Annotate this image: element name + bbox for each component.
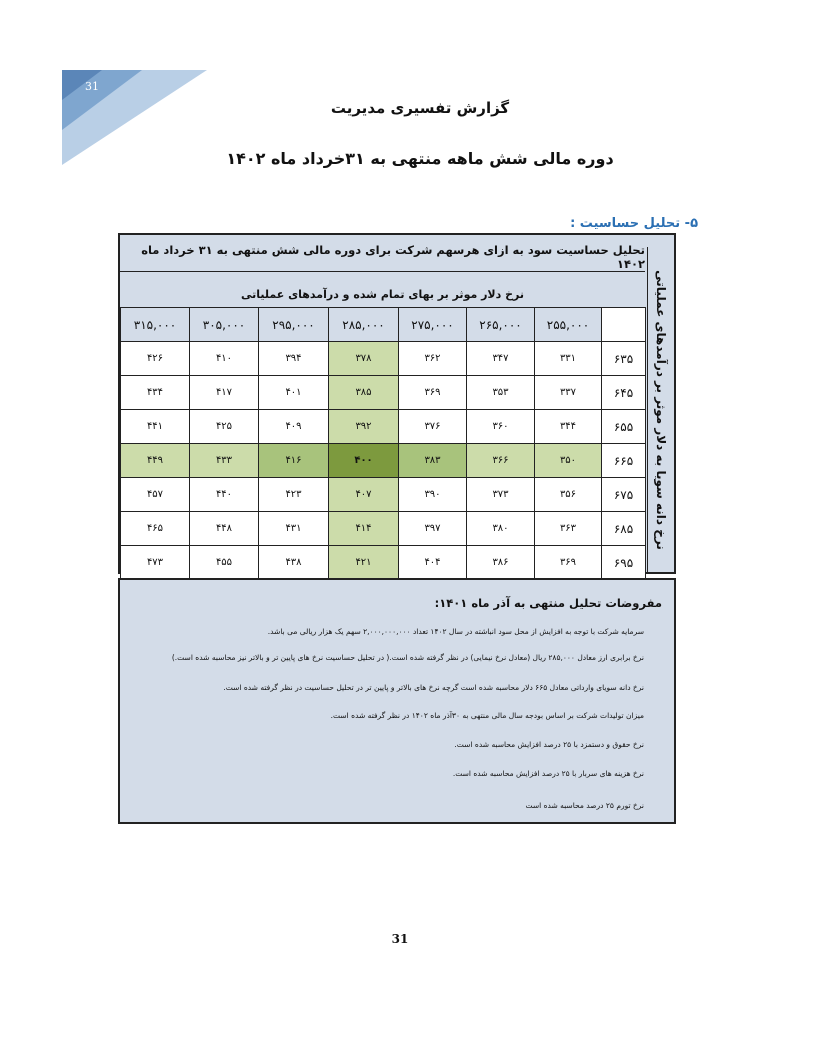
table-row	[121, 512, 646, 546]
table-cell: ۳۹۰	[399, 478, 467, 512]
table-cell: ۴۲۱	[329, 546, 399, 580]
table-cell: ۳۷۸	[329, 342, 399, 376]
header-corner-cell	[602, 308, 646, 342]
sensitivity-grid	[120, 307, 646, 580]
column-header: ۲۵۵,۰۰۰	[535, 308, 602, 342]
table-cell: ۴۳۱	[259, 512, 329, 546]
row-header: ۶۶۵	[602, 444, 646, 478]
column-header: ۳۰۵,۰۰۰	[190, 308, 259, 342]
table-cell: ۳۹۷	[399, 512, 467, 546]
table-cell: ۳۸۳	[399, 444, 467, 478]
table-cell: ۳۴۷	[467, 342, 535, 376]
table-cell: ۳۶۶	[467, 444, 535, 478]
x-axis-title: نرخ دلار موثر بر بهای تمام شده و درآمدهای عملیاتی	[241, 287, 525, 301]
y-axis-title	[647, 247, 674, 572]
section-heading: ۵- تحلیل حساسیت :	[570, 216, 698, 231]
assumption-item	[164, 798, 644, 814]
table-cell: ۴۲۳	[259, 478, 329, 512]
table-cell: ۴۱۰	[190, 342, 259, 376]
table-cell: ۴۱۶	[259, 444, 329, 478]
table-cell: ۴۱۷	[190, 376, 259, 410]
table-cell: ۳۷۳	[467, 478, 535, 512]
table-row	[121, 410, 646, 444]
row-header: ۶۷۵	[602, 478, 646, 512]
table-cell: ۴۴۸	[190, 512, 259, 546]
corner-page-number: 31	[85, 80, 99, 93]
assumption-item	[164, 650, 644, 666]
table-cell: ۳۵۳	[467, 376, 535, 410]
table-cell: ۴۴۹	[121, 444, 190, 478]
table-cell: ۳۵۶	[535, 478, 602, 512]
assumption-text: نرخ تورم ۲۵ درصد محاسبه شده است	[525, 801, 644, 810]
table-cell: ۳۵۰	[535, 444, 602, 478]
assumption-item	[164, 680, 644, 696]
assumption-text: نرخ برابری ارز معادل ۲۸۵,۰۰۰ ریال (معادل نرخ نیمایی) در نظر گرفته شده است.( در تحلیل حساسیت نرخ های پایین تر و بالاتر نیز محاسبه شده است.)	[171, 653, 644, 662]
assumptions-box	[118, 578, 676, 824]
table-row	[121, 444, 646, 478]
assumption-text: میزان تولیدات شرکت بر اساس بودجه سال مالی منتهی به ۳۰آذر ماه ۱۴۰۲ در نظر گرفته شده است.	[330, 711, 644, 720]
table-cell: ۳۹۴	[259, 342, 329, 376]
table-cell: ۴۵۷	[121, 478, 190, 512]
table-cell: ۴۴۰	[190, 478, 259, 512]
column-header: ۲۹۵,۰۰۰	[259, 308, 329, 342]
table-cell: ۳۶۲	[399, 342, 467, 376]
assumption-item	[164, 708, 644, 724]
page-title: گزارش تفسیری مدیریت	[330, 99, 510, 117]
table-cell: ۴۵۵	[190, 546, 259, 580]
table-cell: ۴۳۸	[259, 546, 329, 580]
row-header: ۶۸۵	[602, 512, 646, 546]
table-cell: ۳۴۴	[535, 410, 602, 444]
column-header: ۲۷۵,۰۰۰	[399, 308, 467, 342]
row-header: ۶۳۵	[602, 342, 646, 376]
table-cell: ۳۸۵	[329, 376, 399, 410]
page-subtitle: دوره مالی شش ماهه منتهی به ۳۱خرداد ماه ۱۴۰۲	[226, 149, 614, 168]
table-cell: ۴۳۳	[190, 444, 259, 478]
table-cell: ۳۶۰	[467, 410, 535, 444]
table-cell: ۴۷۳	[121, 546, 190, 580]
table-row	[121, 478, 646, 512]
row-header: ۶۹۵	[602, 546, 646, 580]
page-number: 31	[391, 932, 409, 946]
row-header: ۶۴۵	[602, 376, 646, 410]
assumption-item	[164, 624, 644, 640]
assumption-text: نرخ حقوق و دستمزد با ۲۵ درصد افزایش محاسبه شده است.	[454, 740, 644, 749]
table-caption: تحلیل حساسیت سود به ازای هرسهم شرکت برای دوره مالی شش منتهی به ۳۱ خرداد ماه ۱۴۰۲	[120, 242, 645, 272]
assumption-text: سرمایه شرکت با توجه به افزایش از محل سود انباشته در سال ۱۴۰۲ تعداد ۲,۰۰۰,۰۰۰,۰۰۰ سهم یک هزار ریالی می باشد.	[267, 627, 644, 636]
table-cell: ۴۰۰	[329, 444, 399, 478]
table-cell: ۴۰۹	[259, 410, 329, 444]
table-row	[121, 546, 646, 580]
assumption-text: نرخ دانه سویای وارداتی معادل ۶۶۵ دلار محاسبه شده است گرچه نرخ های بالاتر و پایین تر در تحلیل حساسیت در نظر گرفته شده است.	[223, 683, 644, 692]
table-cell: ۴۱۴	[329, 512, 399, 546]
table-cell: ۳۳۱	[535, 342, 602, 376]
table-cell: ۴۰۱	[259, 376, 329, 410]
assumptions-title: مفروضات تحلیل منتهی به آذر ماه ۱۴۰۱:	[434, 596, 662, 610]
table-cell: ۴۳۴	[121, 376, 190, 410]
column-header: ۲۶۵,۰۰۰	[467, 308, 535, 342]
table-cell: ۳۶۹	[399, 376, 467, 410]
table-cell: ۳۶۳	[535, 512, 602, 546]
table-cell: ۳۶۹	[535, 546, 602, 580]
assumption-text: نرخ هزینه های سربار با ۲۵ درصد افزایش محاسبه شده است.	[452, 769, 644, 778]
assumption-item	[164, 766, 644, 782]
table-cell: ۴۲۵	[190, 410, 259, 444]
column-header: ۲۸۵,۰۰۰	[329, 308, 399, 342]
row-header: ۶۵۵	[602, 410, 646, 444]
column-header: ۳۱۵,۰۰۰	[121, 308, 190, 342]
table-cell: ۴۴۱	[121, 410, 190, 444]
table-cell: ۴۰۴	[399, 546, 467, 580]
table-cell: ۴۲۶	[121, 342, 190, 376]
table-cell: ۳۹۲	[329, 410, 399, 444]
table-cell: ۳۸۰	[467, 512, 535, 546]
table-cell: ۳۸۶	[467, 546, 535, 580]
table-cell: ۳۷۶	[399, 410, 467, 444]
y-axis-title-text: نرخ دانه سویا به دلار موثر بر درآمدهای عملیاتی	[654, 269, 668, 550]
table-row	[121, 376, 646, 410]
column-header-row	[121, 308, 646, 342]
table-cell: ۴۶۵	[121, 512, 190, 546]
table-cell: ۳۳۷	[535, 376, 602, 410]
table-row	[121, 342, 646, 376]
table-cell: ۴۰۷	[329, 478, 399, 512]
assumption-item	[164, 737, 644, 753]
